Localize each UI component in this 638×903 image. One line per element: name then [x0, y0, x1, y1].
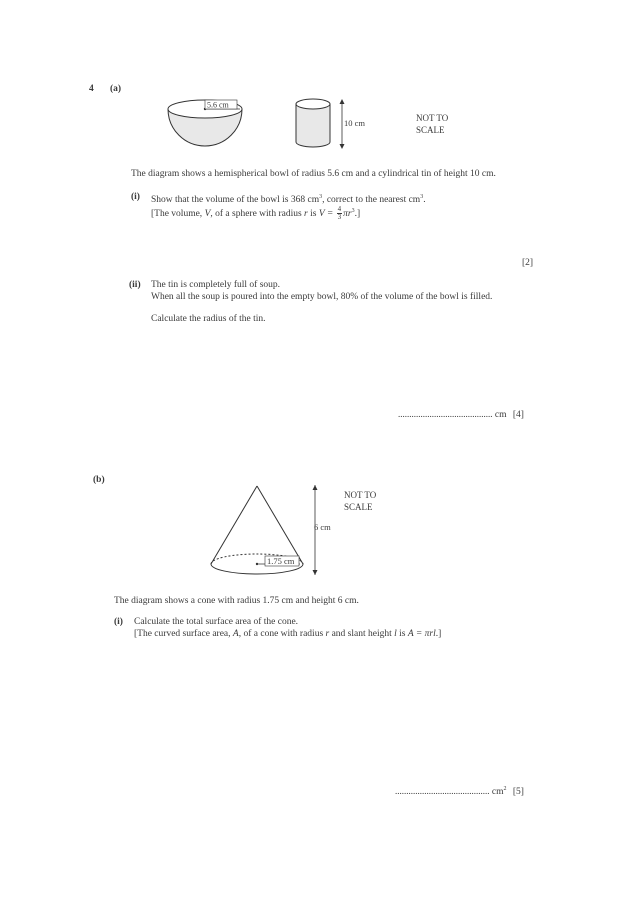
cylinder-tin-shape: [296, 99, 345, 149]
answer-unit-sup: 2: [503, 786, 507, 792]
part-a-ii-line1: The tin is completely full of soup.: [151, 280, 281, 290]
cone-height-label: 6 cm: [314, 522, 331, 532]
cone-diagram: [200, 480, 400, 580]
part-a-ii-line3: Calculate the radius of the tin.: [151, 314, 266, 324]
part-a-i-hint: [The volume, V, of a sphere with radius r is V = $\frac{4}{3}$ $\pi r^3$.]: [151, 205, 361, 222]
bowl-radius-label: 5.6 cm: [207, 100, 229, 110]
four-thirds-fraction: $\frac{4}{3}$: [337, 205, 342, 222]
not-to-scale-a-line2: SCALE: [416, 125, 445, 135]
question-number: 4: [89, 84, 94, 94]
part-a-ii-label: (ii): [129, 280, 141, 290]
answer-dots[interactable]: ..........................................: [395, 786, 490, 797]
part-a-i-marks: [2]: [522, 258, 534, 268]
not-to-scale-a-line1: NOT TO: [416, 113, 449, 123]
part-a-ii-line2: When all the soup is poured into the empty bowl, 80% of the volume of the bowl is filled.: [151, 292, 493, 302]
bowl-and-tin-diagram: [160, 92, 460, 154]
part-a-ii-answer-line: [398, 409, 524, 421]
part-b-label: (b): [93, 475, 105, 485]
cone-radius-label: 1.75 cm: [267, 556, 295, 566]
part-a-ii-marks: [4]: [512, 410, 524, 420]
part-b-i-answer-line: [395, 784, 524, 798]
part-b-i-hint: [The curved surface area, A, of a cone with radius r and slant height l is A = πrl.]: [134, 629, 442, 639]
part-b-i-line1: Calculate the total surface area of the cone.: [134, 617, 299, 627]
part-b-i-marks: [5]: [512, 787, 524, 798]
answer-dots[interactable]: ..........................................: [398, 409, 493, 419]
part-a-i-text: Show that the volume of the bowl is 368 $cm^3$, correct to the nearest $cm^3$.: [151, 194, 426, 206]
part-b-intro: The diagram shows a cone with radius 1.75 cm and height 6 cm.: [114, 596, 359, 606]
part-a-i-label: (i): [131, 192, 140, 202]
part-b-i-label: (i): [114, 617, 123, 627]
answer-unit: cm: [494, 410, 507, 420]
not-to-scale-b-line1: NOT TO: [344, 490, 377, 500]
cone-shape: [211, 485, 318, 575]
tin-height-label: 10 cm: [344, 118, 366, 128]
answer-unit: cm: [491, 787, 504, 798]
not-to-scale-b-line2: SCALE: [344, 502, 373, 512]
part-a-label: (a): [110, 84, 122, 94]
part-a-intro: The diagram shows a hemispherical bowl of radius 5.6 cm and a cylindrical tin of height 10 cm.: [131, 169, 496, 179]
hemisphere-bowl-shape: [168, 100, 242, 146]
